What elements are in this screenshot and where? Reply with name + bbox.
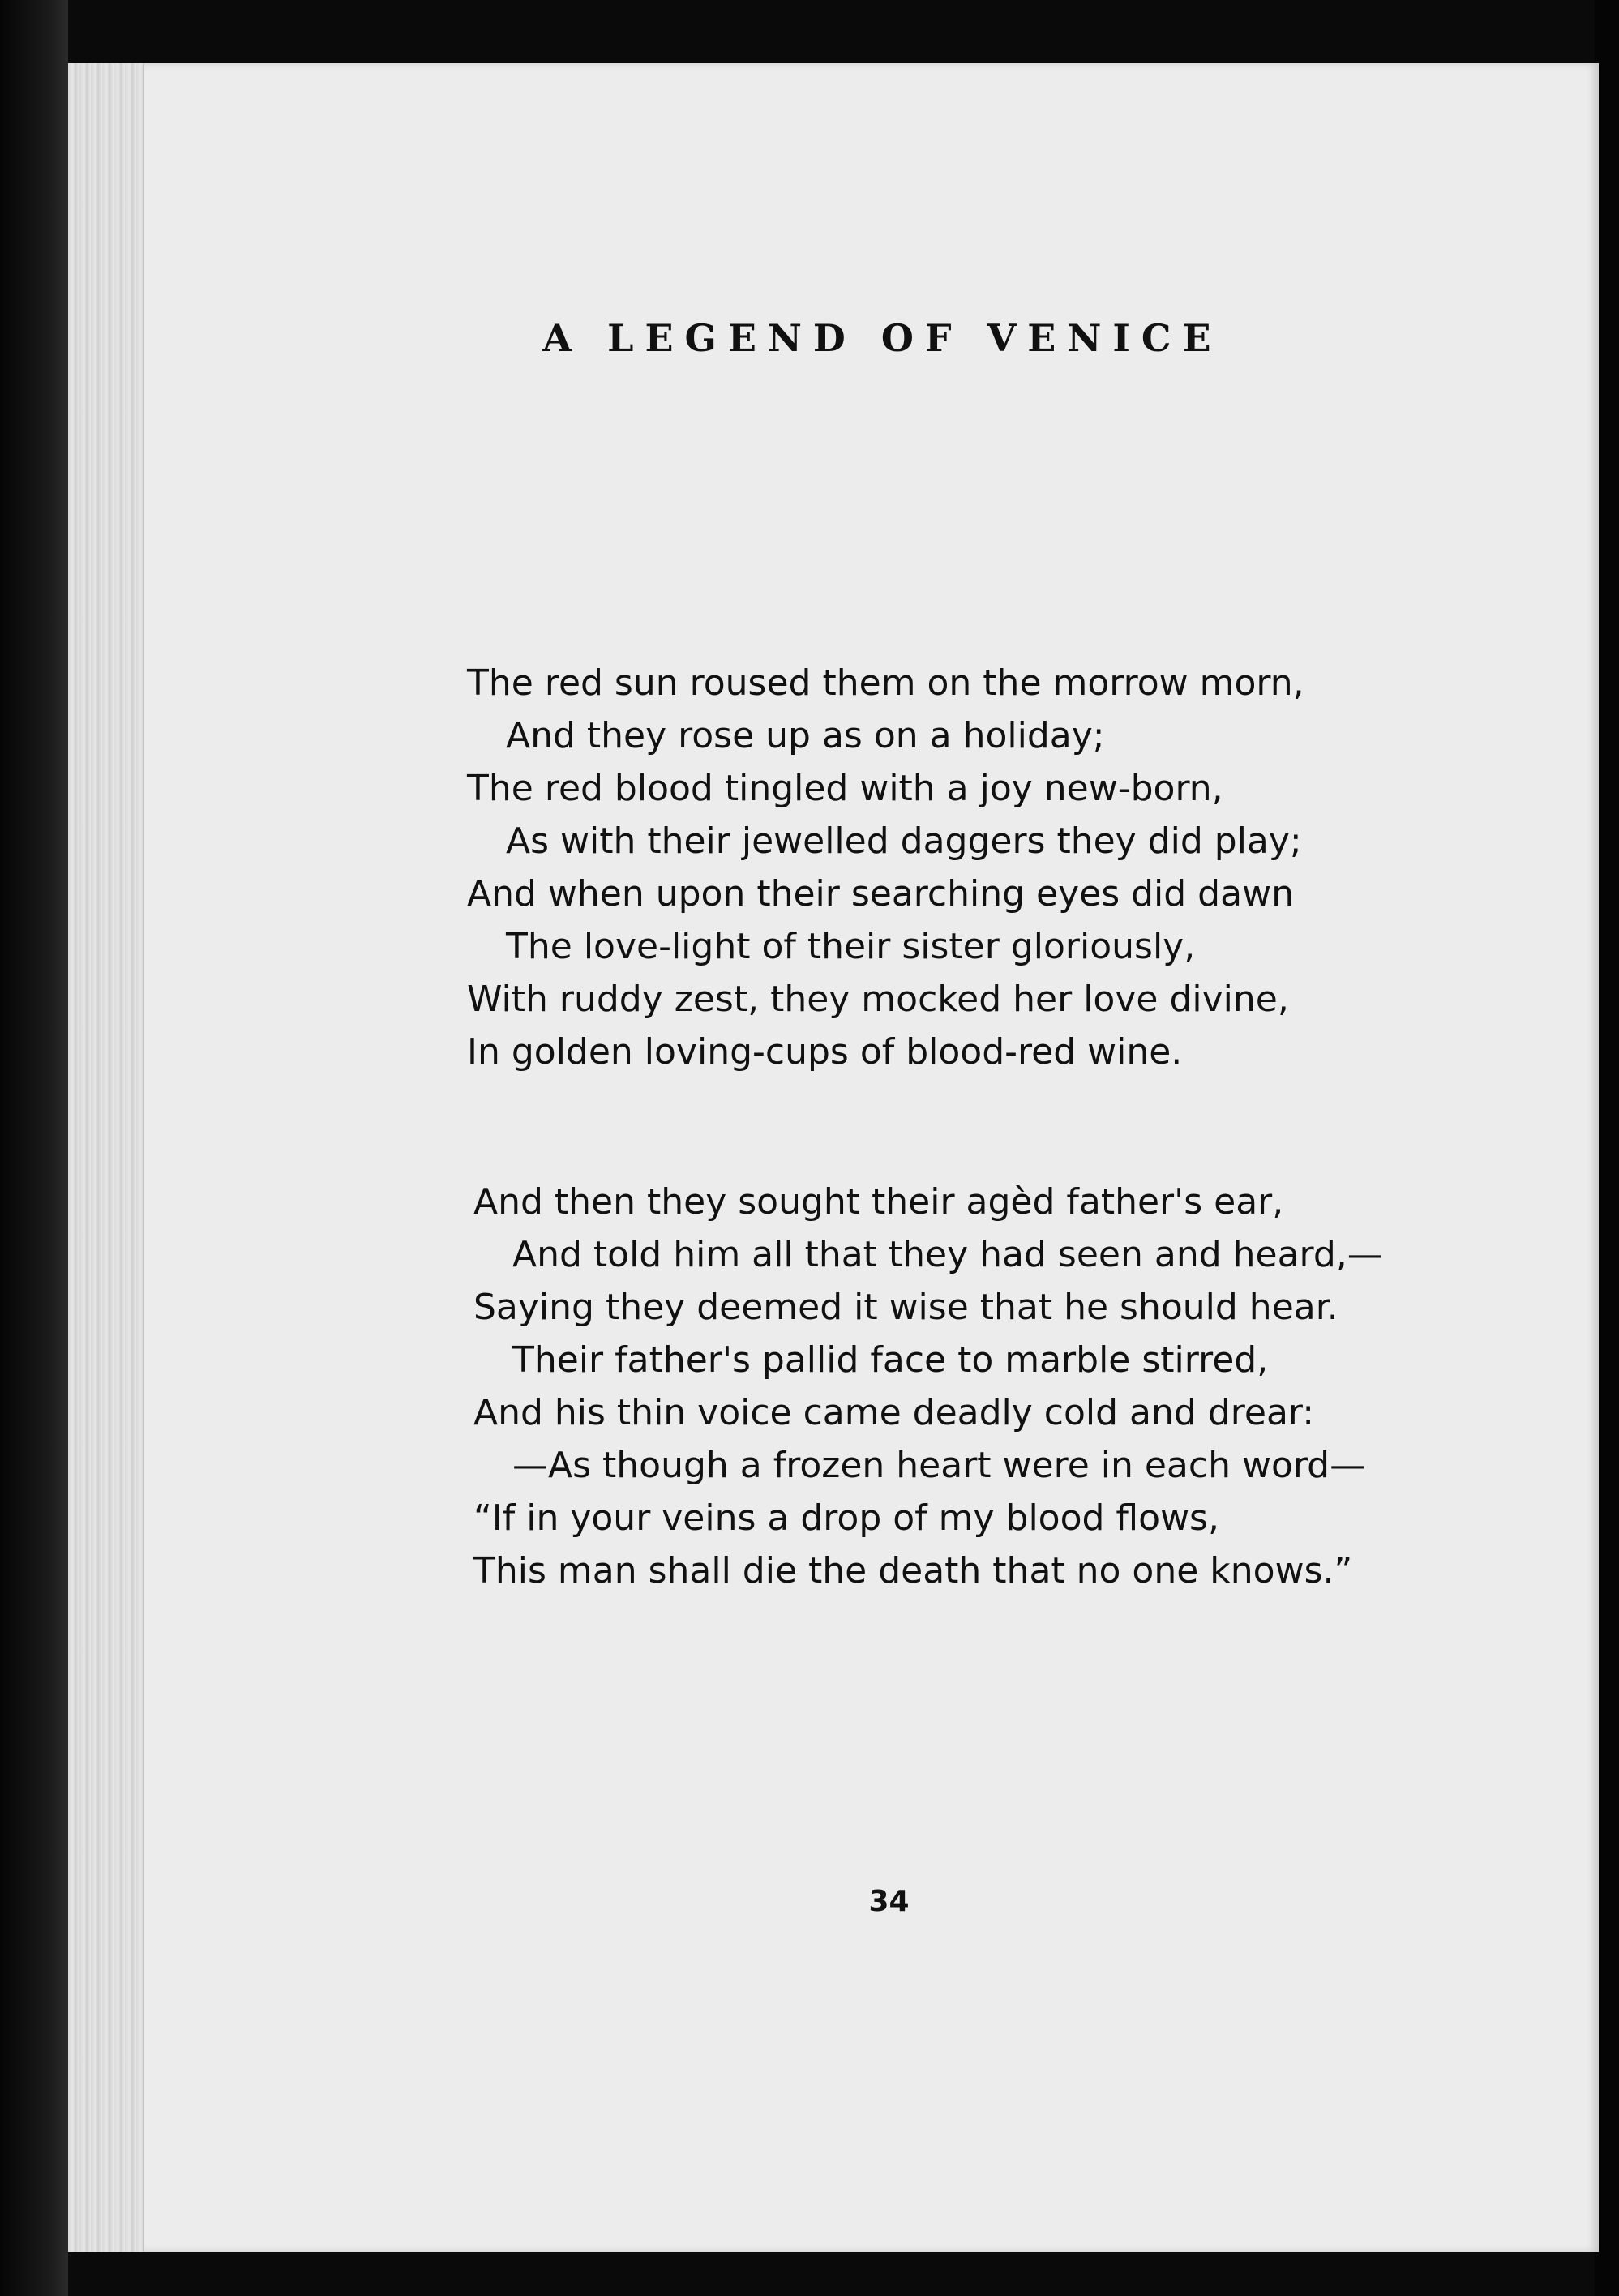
page-number: 34 [868,1885,910,1918]
poem-line: The love-light of their sister gloriously, [506,926,1196,967]
book-page [68,63,1599,2252]
poem-line: “If in your veins a drop of my blood flows, [473,1497,1219,1539]
poem-line: And then they sought their agèd father's ear, [473,1181,1284,1223]
page-edge [68,63,144,2252]
poem-line: And when upon their searching eyes did dawn [467,873,1294,915]
poem-line: Their father's pallid face to marble stirred, [512,1339,1269,1381]
poem-line: With ruddy zest, they mocked her love divine, [467,979,1289,1020]
poem-line: And they rose up as on a holiday; [506,715,1105,756]
page-title: A LEGEND OF VENICE [542,316,1223,360]
stanza-1 [467,657,1304,1078]
poem-line: And told him all that they had seen and heard,— [512,1234,1383,1275]
poem-line: —As though a frozen heart were in each word— [512,1445,1366,1486]
poem-line: As with their jewelled daggers they did play; [506,820,1302,862]
poem-line: Saying they deemed it wise that he should hear. [473,1287,1338,1328]
poem-line: The red sun roused them on the morrow morn, [467,662,1304,704]
poem-line: The red blood tingled with a joy new-born, [467,768,1223,809]
stanza-2 [473,1176,1383,1597]
poem-line: And his thin voice came deadly cold and drear: [473,1392,1315,1433]
poem-line: This man shall die the death that no one knows.” [473,1550,1353,1591]
poem-line: In golden loving-cups of blood-red wine. [467,1031,1183,1073]
